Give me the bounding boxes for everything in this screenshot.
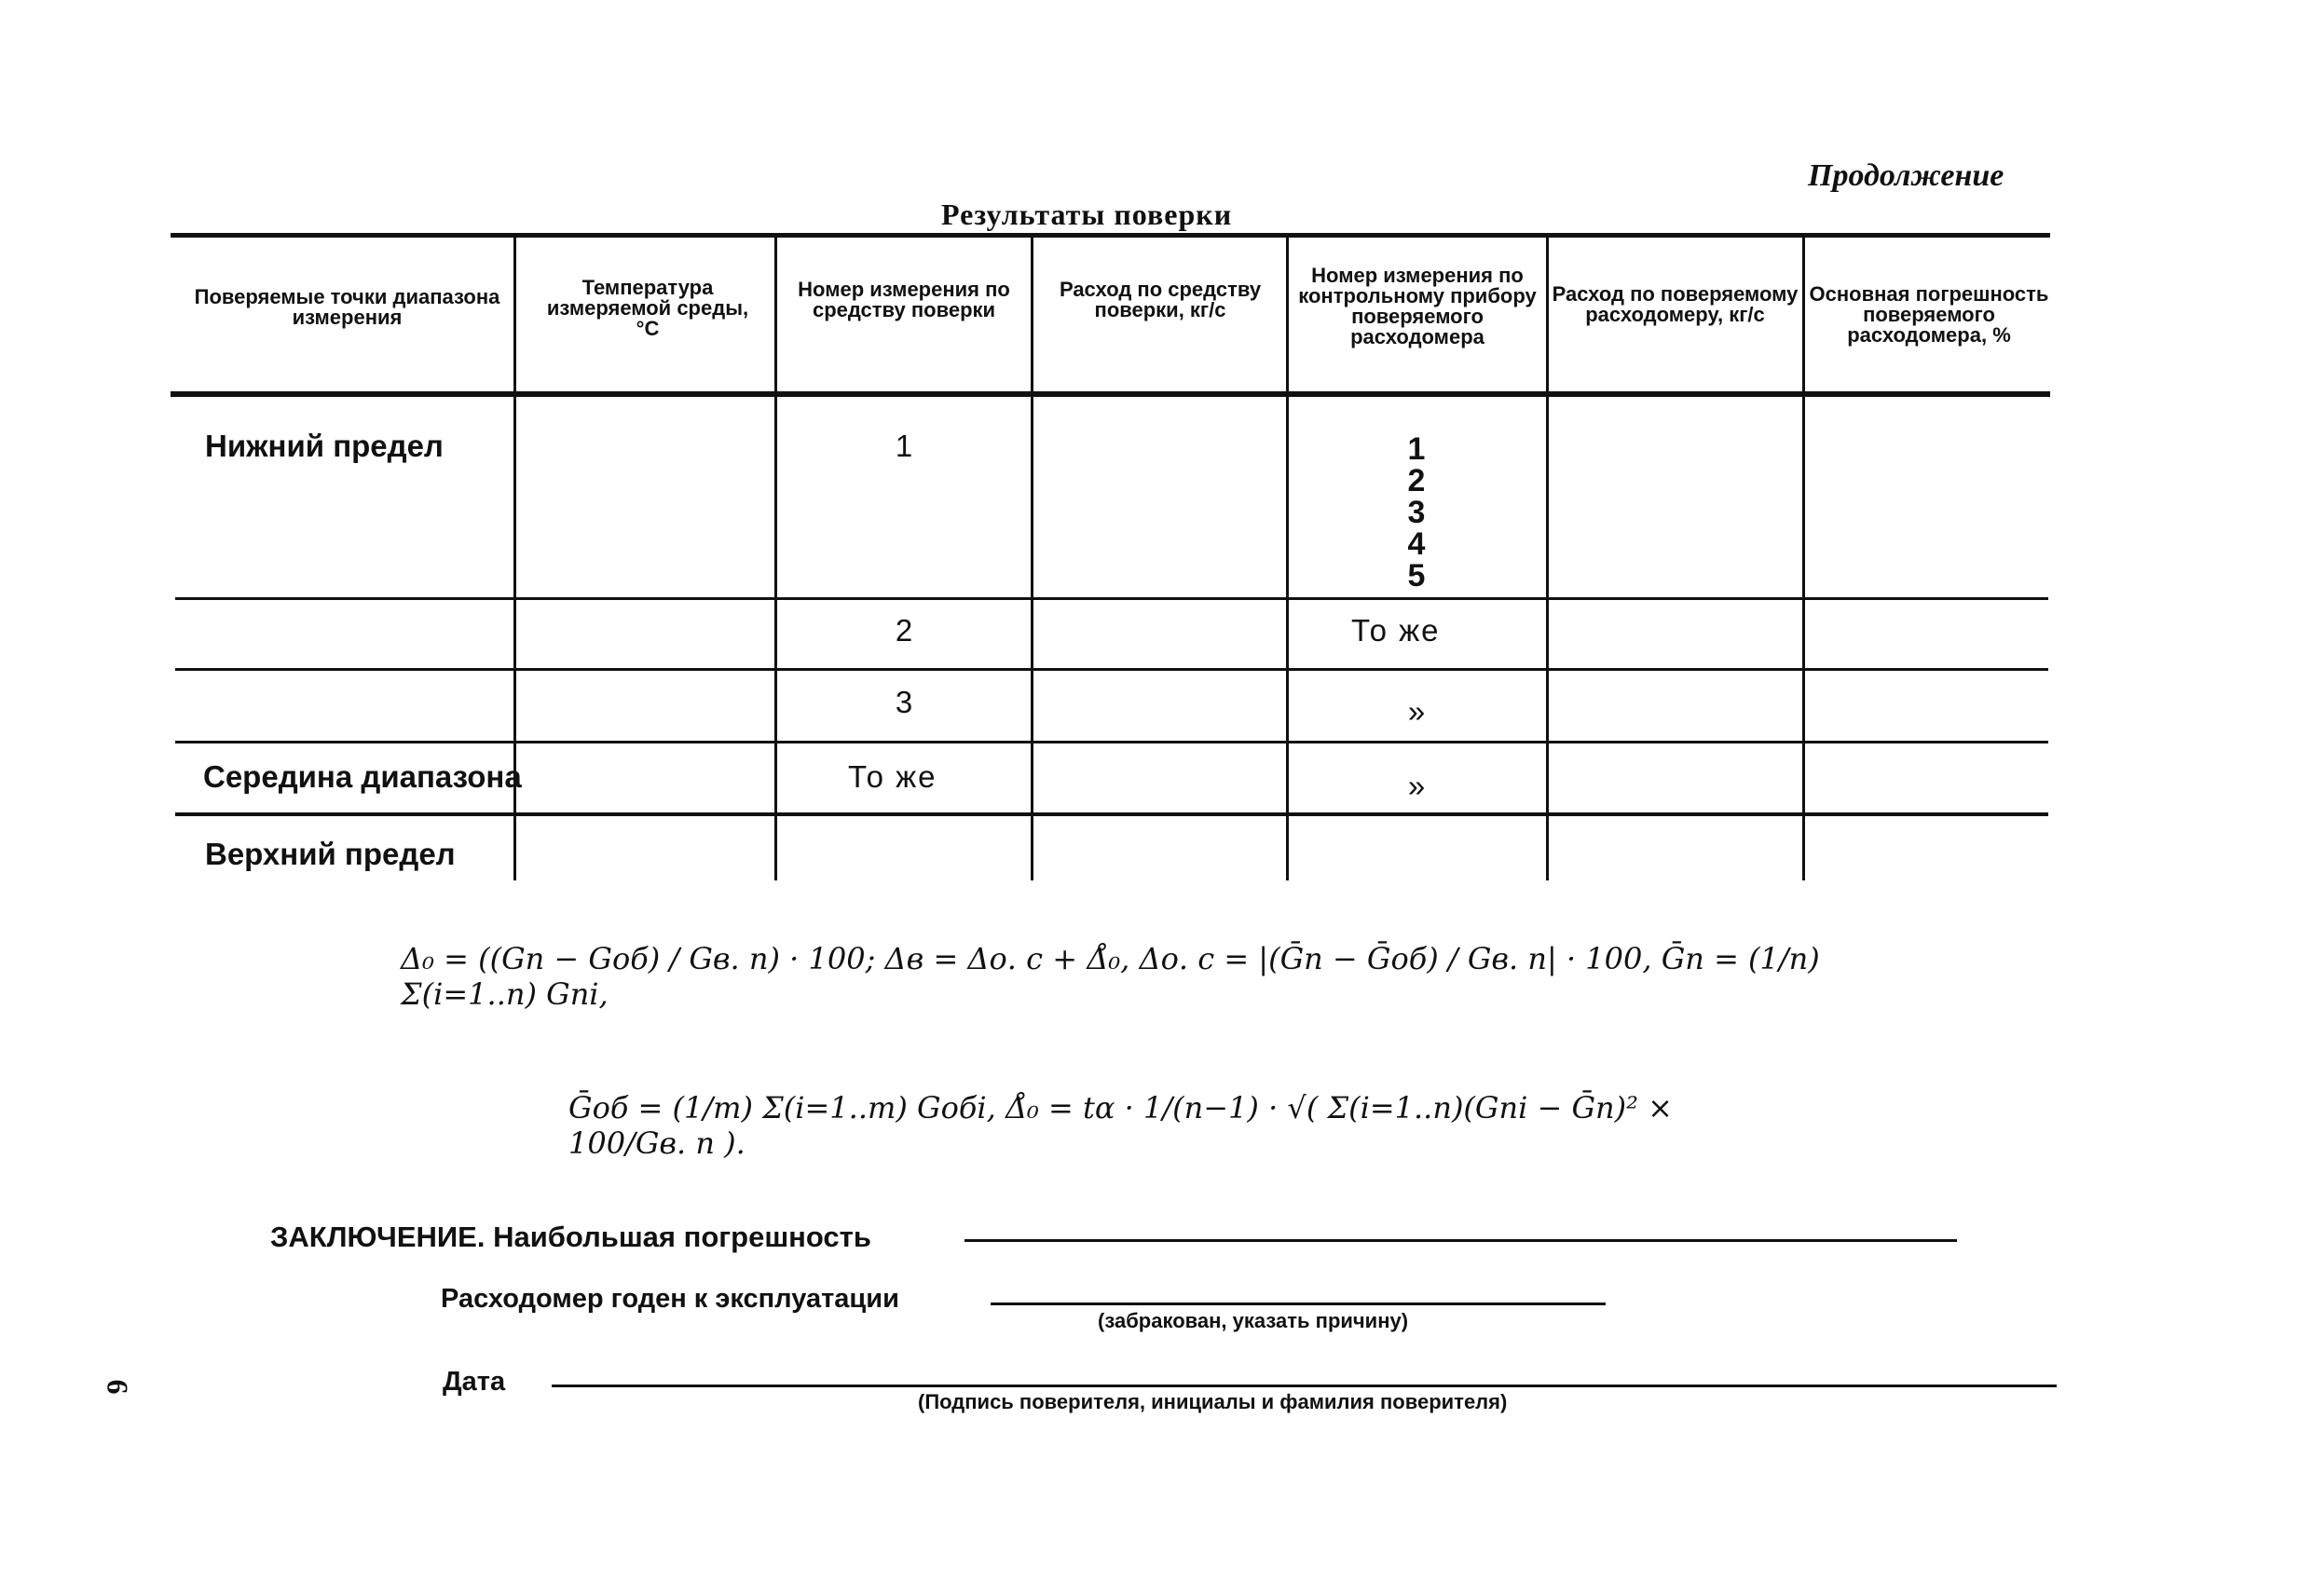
control-number-same: То же — [1351, 613, 1441, 648]
header-measure-number: Номер измерения по средству поверки — [798, 278, 1010, 321]
conclusion-line — [964, 1239, 1957, 1242]
page-number: 6 — [101, 1379, 135, 1395]
table-title: Результаты поверки — [941, 198, 1233, 231]
row-divider — [175, 668, 2048, 671]
table-top-rule — [171, 233, 2050, 238]
formula-line-2: Ḡоб = (1/m) Σ(i=1..m) Gобi, Δ̊₀ = tα · 1/(n−1) · √( Σ(i=1..n)(Gпi − Ḡп)² × 100/Gв. п ). — [568, 1090, 1673, 1161]
ditto-mark: » — [1407, 769, 1426, 803]
measure-number: 2 — [895, 613, 913, 648]
continuation-label: Продолжение — [1808, 158, 2004, 193]
column-separator — [774, 238, 777, 880]
control-number: 4 — [1407, 526, 1426, 562]
header-control-number: Номер измерения по контрольному прибору поверяемого расходомера — [1298, 264, 1537, 348]
row-label-mid-range: Середина диапазона — [203, 759, 522, 794]
fit-caption: (забракован, указать причину) — [1098, 1309, 1409, 1332]
header-range-points: Поверяемые точки диапазона измерения — [194, 285, 500, 329]
header-flow-tested: Расход по поверяемому расходомеру, кг/с — [1552, 282, 1799, 326]
column-separator — [1286, 238, 1289, 880]
measure-number: 3 — [895, 685, 913, 719]
header-bottom-rule — [171, 391, 2050, 397]
fit-label: Расходомер годен к эксплуатации — [441, 1284, 899, 1314]
conclusion-label: ЗАКЛЮЧЕНИЕ. Наибольшая погрешность — [270, 1221, 871, 1253]
column-separator — [1031, 238, 1033, 880]
header-basic-error: Основная погрешность поверяемого расходомера, % — [1809, 282, 2049, 347]
header-flow-reference: Расход по средству поверки, кг/с — [1059, 278, 1262, 321]
measure-number-same: То же — [848, 759, 937, 794]
date-label: Дата — [443, 1367, 506, 1397]
control-number: 2 — [1407, 463, 1426, 498]
row-divider — [175, 741, 2048, 743]
header-temperature: Температура измеряемой среды, °С — [546, 276, 749, 340]
control-number-list — [1389, 433, 1444, 592]
control-number: 1 — [1407, 431, 1426, 467]
column-separator — [1802, 238, 1805, 880]
row-divider — [175, 812, 2048, 816]
column-separator — [1546, 238, 1549, 880]
date-line — [552, 1385, 2057, 1387]
row-divider — [175, 597, 2048, 600]
formula-line-1: Δ₀ = ((Gп − Gоб) / Gв. п) · 100; Δв = Δо. с + Δ̊₀, Δо. с = |(Ḡп − Ḡоб) / Gв. п| · 100, Ḡп = (1/n) Σ(i=1..n) Gпi, — [401, 941, 1820, 1012]
ditto-mark: » — [1407, 694, 1426, 729]
fit-line — [991, 1303, 1606, 1305]
row-label-lower-limit: Нижний предел — [205, 429, 444, 463]
control-number: 3 — [1407, 495, 1426, 530]
control-number: 5 — [1407, 558, 1426, 593]
measure-number: 1 — [895, 429, 913, 463]
row-label-upper-limit: Верхний предел — [205, 837, 456, 871]
date-caption: (Подпись поверителя, инициалы и фамилия поверителя) — [918, 1390, 1508, 1413]
